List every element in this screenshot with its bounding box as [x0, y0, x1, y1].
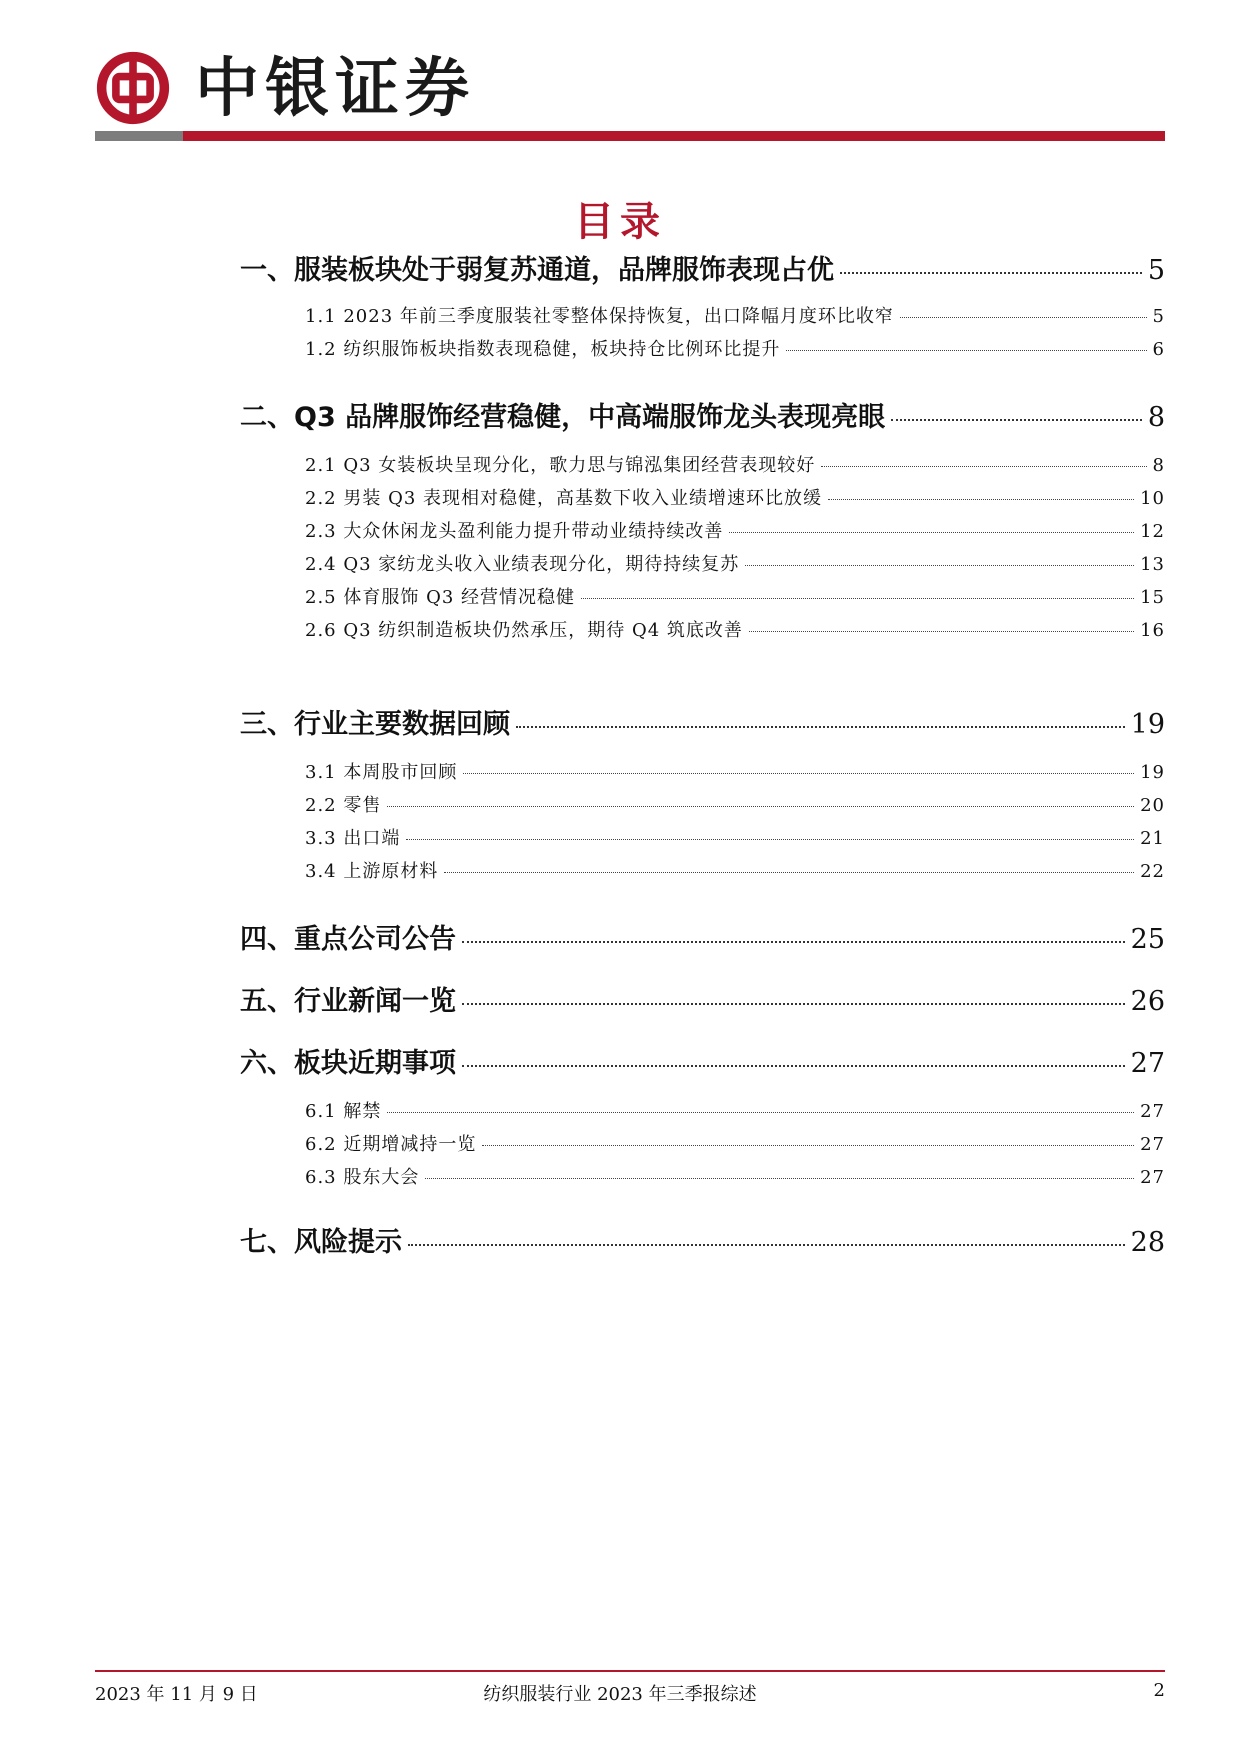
toc-entry-label: 2.2 男装 Q3 表现相对稳健，高基数下收入业绩增速环比放缓 [305, 488, 822, 509]
toc-entry-label: 1.2 纺织服饰板块指数表现稳健，板块持仓比例环比提升 [305, 339, 781, 360]
toc-entry-label: 3.1 本周股市回顾 [305, 762, 458, 783]
toc-entry-page: 19 [1140, 762, 1165, 783]
toc-dot-leader [516, 726, 1125, 728]
toc-entry-label: 五、行业新闻一览 [240, 986, 456, 1017]
toc-entry-page: 5 [1147, 255, 1165, 286]
toc-entry[interactable] [305, 302, 1165, 328]
toc-dot-leader [425, 1178, 1134, 1179]
header-rule-red [183, 131, 1165, 141]
toc-entry-page: 10 [1140, 488, 1165, 509]
toc-entry[interactable] [305, 451, 1165, 477]
toc-entry-label: 四、重点公司公告 [240, 924, 456, 955]
toc-entry-page: 5 [1152, 306, 1165, 327]
toc-entry[interactable] [305, 583, 1165, 609]
toc-entry-label: 3.3 出口端 [305, 828, 401, 849]
page-header [95, 42, 1165, 142]
toc-entry-label: 3.4 上游原材料 [305, 861, 439, 882]
toc-entry-page: 13 [1140, 554, 1165, 575]
toc-entry-label: 七、风险提示 [240, 1227, 402, 1258]
toc-entry-page: 27 [1130, 1048, 1165, 1079]
toc-entry[interactable] [240, 979, 1165, 1018]
toc-entry-page: 28 [1130, 1227, 1165, 1258]
toc-entry-page: 15 [1140, 587, 1165, 608]
toc-title: 目录 [574, 199, 666, 245]
toc-dot-leader [821, 466, 1146, 467]
toc-dot-leader [745, 565, 1134, 566]
brand-name: 中银证券 [195, 52, 475, 126]
footer-rule [95, 1670, 1165, 1672]
toc-dot-leader [387, 806, 1134, 807]
toc-entry[interactable] [305, 550, 1165, 576]
toc-entry-page: 8 [1147, 402, 1165, 433]
footer-report-title: 纺织服装行业 2023 年三季报综述 [483, 1684, 757, 1705]
toc-entry-page: 12 [1140, 521, 1165, 542]
toc-entry-page: 27 [1140, 1101, 1165, 1122]
footer-date: 2023 年 11 月 9 日 [95, 1684, 258, 1705]
toc-entry-page: 22 [1140, 861, 1165, 882]
toc-entry[interactable] [240, 1220, 1165, 1259]
toc-entry[interactable] [305, 1163, 1165, 1189]
toc-dot-leader [406, 839, 1134, 840]
toc-dot-leader [840, 272, 1142, 274]
toc-entry-label: 2.5 体育服饰 Q3 经营情况稳健 [305, 587, 575, 608]
toc-entry[interactable] [240, 248, 1165, 287]
toc-entry-label: 6.3 股东大会 [305, 1167, 420, 1188]
toc-entry-page: 26 [1130, 986, 1165, 1017]
toc-entry-page: 27 [1140, 1134, 1165, 1155]
toc-entry[interactable] [305, 517, 1165, 543]
toc-entry-label: 三、行业主要数据回顾 [240, 709, 510, 740]
header-rule-grey [95, 131, 183, 141]
toc-entry[interactable] [305, 484, 1165, 510]
toc-entry-label: 6.2 近期增减持一览 [305, 1134, 477, 1155]
toc-entry[interactable] [305, 758, 1165, 784]
toc-entry-label: 二、Q3 品牌服饰经营稳健，中高端服饰龙头表现亮眼 [240, 402, 886, 433]
toc-dot-leader [408, 1244, 1125, 1246]
toc-entry[interactable] [305, 824, 1165, 850]
toc-entry[interactable] [305, 1097, 1165, 1123]
toc-entry[interactable] [305, 791, 1165, 817]
toc-entry-label: 2.4 Q3 家纺龙头收入业绩表现分化，期待持续复苏 [305, 554, 740, 575]
toc-entry-label: 2.6 Q3 纺织制造板块仍然承压，期待 Q4 筑底改善 [305, 620, 743, 641]
toc-dot-leader [462, 941, 1125, 943]
toc-dot-leader [482, 1145, 1134, 1146]
toc-entry[interactable] [305, 857, 1165, 883]
toc-dot-leader [786, 350, 1146, 351]
toc-entry[interactable] [305, 335, 1165, 361]
toc-entry-page: 8 [1152, 455, 1165, 476]
toc-entry-label: 2.3 大众休闲龙头盈利能力提升带动业绩持续改善 [305, 521, 724, 542]
toc-entry[interactable] [240, 1041, 1165, 1080]
toc-entry[interactable] [240, 917, 1165, 956]
toc-entry[interactable] [240, 395, 1165, 434]
toc-dot-leader [828, 499, 1134, 500]
toc-entry[interactable] [240, 702, 1165, 741]
toc-entry-label: 一、服装板块处于弱复苏通道，品牌服饰表现占优 [240, 255, 834, 286]
toc-dot-leader [462, 1065, 1125, 1067]
toc-dot-leader [462, 1003, 1125, 1005]
toc-entry-page: 6 [1152, 339, 1165, 360]
toc-entry-label: 2.2 零售 [305, 795, 382, 816]
toc-dot-leader [729, 532, 1134, 533]
toc-dot-leader [463, 773, 1134, 774]
toc-entry-label: 2.1 Q3 女装板块呈现分化，歌力思与锦泓集团经营表现较好 [305, 455, 816, 476]
toc-dot-leader [444, 872, 1134, 873]
toc-entry-label: 1.1 2023 年前三季度服装社零整体保持恢复，出口降幅月度环比收窄 [305, 306, 894, 327]
toc-entry-page: 20 [1140, 795, 1165, 816]
header-rule [95, 131, 1165, 141]
toc-dot-leader [900, 317, 1147, 318]
toc-entry-page: 19 [1130, 709, 1165, 740]
toc-entry-page: 27 [1140, 1167, 1165, 1188]
bank-of-china-logo-icon [95, 50, 171, 126]
toc-entry-page: 25 [1130, 924, 1165, 955]
toc-entry[interactable] [305, 1130, 1165, 1156]
toc-dot-leader [891, 419, 1142, 421]
toc-entry-page: 21 [1140, 828, 1165, 849]
toc-dot-leader [581, 598, 1134, 599]
toc-dot-leader [749, 631, 1134, 632]
toc-entry-label: 六、板块近期事项 [240, 1048, 456, 1079]
footer-page-number: 2 [1153, 1680, 1165, 1701]
toc-entry[interactable] [305, 616, 1165, 642]
toc-entry-label: 6.1 解禁 [305, 1101, 382, 1122]
toc-entry-page: 16 [1140, 620, 1165, 641]
toc-dot-leader [387, 1112, 1134, 1113]
